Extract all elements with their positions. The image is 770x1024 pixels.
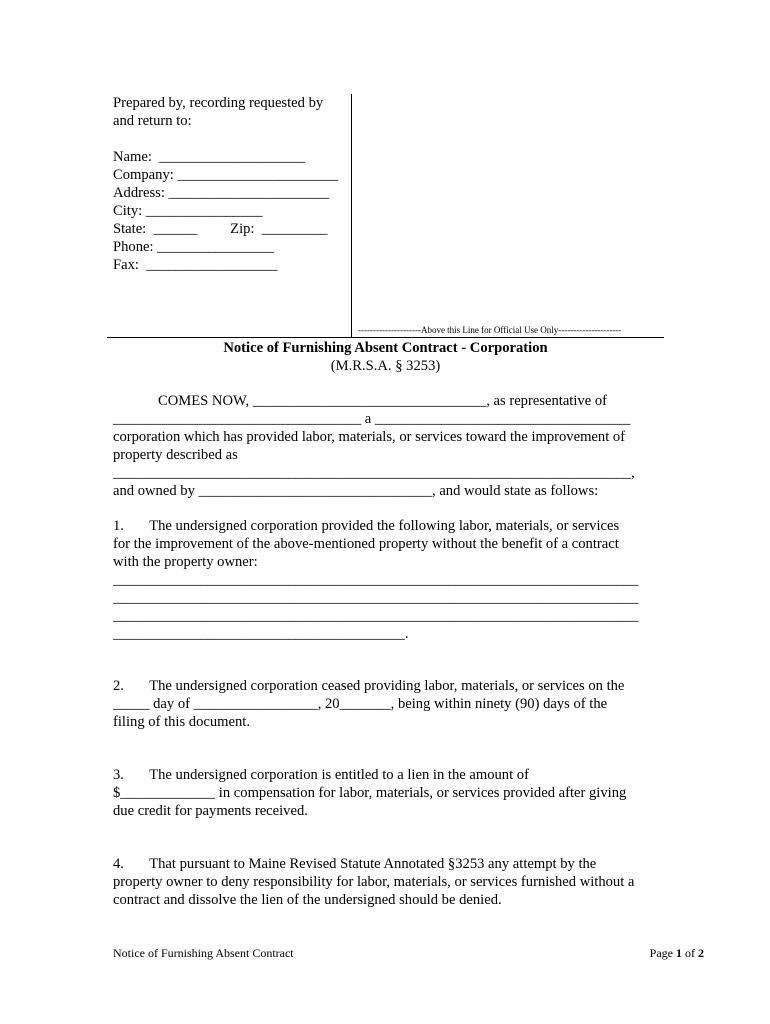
footer-page-number bbox=[614, 946, 704, 960]
services-blank-3[interactable]: ________________________________________________________________________ bbox=[113, 608, 639, 624]
corporation-text-line2: property described as bbox=[113, 447, 238, 463]
page-total: 2 bbox=[698, 946, 704, 960]
property-description-blank[interactable]: _______________________________________________________________________, bbox=[113, 465, 635, 481]
paragraph-3-line3: due credit for payments received. bbox=[113, 803, 308, 819]
services-blank-1[interactable]: ________________________________________________________________________ bbox=[113, 572, 639, 588]
paragraph-2-line1: 2. The undersigned corporation ceased providing labor, materials, or services on the bbox=[113, 678, 625, 694]
name-field[interactable]: Name: ____________________ bbox=[113, 149, 306, 165]
document-title: Notice of Furnishing Absent Contract - Corporation bbox=[223, 340, 548, 356]
comes-now-line[interactable]: COMES NOW, ________________________________, as representative of bbox=[158, 393, 607, 409]
paragraph-2-line3: filing of this document. bbox=[113, 714, 251, 730]
paragraph-3-line1: 3. The undersigned corporation is entitled to a lien in the amount of bbox=[113, 767, 529, 783]
address-field[interactable]: Address: ______________________ bbox=[113, 185, 330, 201]
paragraph-1-line1: 1. The undersigned corporation provided the following labor, materials, or services bbox=[113, 518, 620, 534]
official-use-label: ---------------------Above this Line for Official Use Only--------------------- bbox=[358, 325, 622, 335]
paragraph-4-line2: property owner to deny responsibility for labor, materials, or services furnished without a bbox=[113, 874, 635, 890]
corporation-text-line1: corporation which has provided labor, materials, or services toward the improvement of bbox=[113, 429, 626, 445]
prepared-by-line2: and return to: bbox=[113, 113, 192, 129]
owned-by-line[interactable]: and owned by ________________________________, and would state as follows: bbox=[113, 483, 599, 499]
paragraph-1-line3: with the property owner: bbox=[113, 554, 258, 570]
services-blank-4[interactable]: ________________________________________. bbox=[113, 626, 409, 642]
header-horizontal-divider bbox=[107, 337, 664, 338]
fax-field[interactable]: Fax: __________________ bbox=[113, 257, 278, 273]
footer-document-name: Notice of Furnishing Absent Contract bbox=[113, 946, 294, 960]
state-zip-field[interactable]: State: ______ Zip: _________ bbox=[113, 221, 328, 237]
prepared-by-line1: Prepared by, recording requested by bbox=[113, 95, 324, 111]
page-current: 1 bbox=[676, 946, 682, 960]
company-field[interactable]: Company: ______________________ bbox=[113, 167, 338, 183]
paragraph-4-line1: 4. That pursuant to Maine Revised Statute Annotated §3253 any attempt by the bbox=[113, 856, 597, 872]
header-vertical-divider bbox=[351, 94, 352, 338]
services-blank-2[interactable]: ________________________________________________________________________ bbox=[113, 590, 639, 606]
page-of: of bbox=[682, 946, 698, 960]
page-prefix: Page bbox=[649, 946, 676, 960]
paragraph-2-date-line[interactable]: _____ day of _________________, 20_______, being within ninety (90) days of the bbox=[113, 696, 608, 712]
city-field[interactable]: City: ________________ bbox=[113, 203, 263, 219]
paragraph-4-line3: contract and dissolve the lien of the undersigned should be denied. bbox=[113, 892, 502, 908]
phone-field[interactable]: Phone: ________________ bbox=[113, 239, 274, 255]
document-subtitle: (M.R.S.A. § 3253) bbox=[330, 358, 441, 374]
paragraph-1-line2: for the improvement of the above-mentioned property without the benefit of a contract bbox=[113, 536, 619, 552]
corporation-name-line[interactable]: __________________________________ a ___________________________________ bbox=[113, 411, 631, 427]
lien-amount-line[interactable]: $_____________ in compensation for labor, materials, or services provided after giving bbox=[113, 785, 627, 801]
